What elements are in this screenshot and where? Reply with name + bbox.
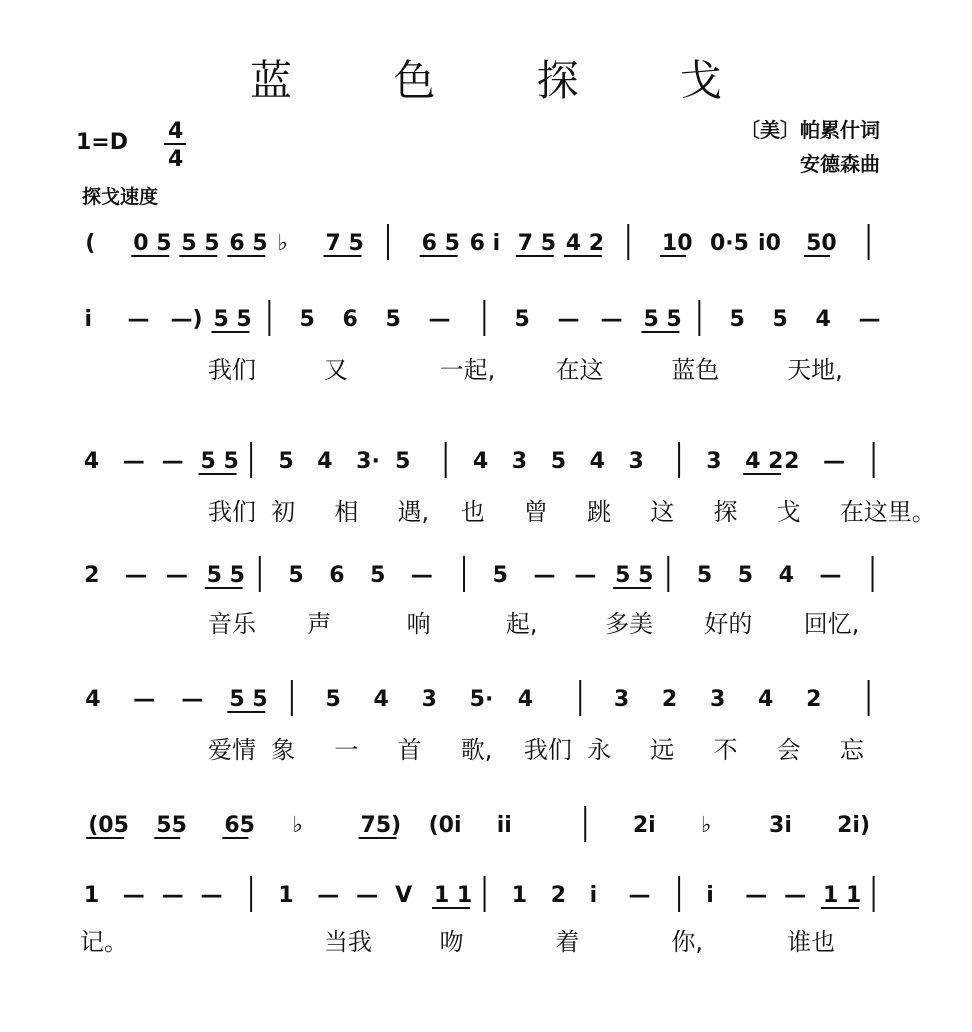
note: 5 — [514, 307, 530, 332]
note: i — [706, 883, 714, 908]
note: 7 5 — [517, 231, 557, 256]
note: 6 5 — [421, 231, 460, 256]
composer-credit: 安德森曲 — [800, 152, 880, 176]
note: 4 — [815, 307, 831, 332]
dash-note: — — [317, 883, 340, 908]
note: 5 — [737, 563, 754, 588]
dash-note: — — [858, 307, 881, 332]
note: 5· — [469, 687, 494, 712]
dash-note: — — [127, 307, 150, 332]
note: V — [395, 883, 413, 908]
lyric-word: 象 — [271, 736, 296, 764]
dash-note: — — [823, 449, 846, 474]
lyric-word: 爱情 — [208, 736, 256, 764]
note: 4 — [317, 449, 333, 474]
note: 6 — [342, 307, 358, 332]
note: 1 1 — [433, 883, 473, 908]
note: 5 — [325, 687, 341, 712]
note: i — [589, 883, 598, 908]
tempo-marking: 探戈速度 — [82, 186, 159, 208]
note: 4 — [589, 449, 605, 474]
lyric-word: 当我 — [323, 928, 372, 956]
lyric-word: 多美 — [605, 610, 654, 638]
dash-note: — — [784, 883, 807, 908]
note: 1 — [278, 883, 294, 908]
note: 5 — [696, 563, 713, 588]
note: i0 — [758, 231, 781, 256]
lyric-word: 着 — [555, 928, 580, 956]
note: 6 — [329, 563, 345, 588]
lyric-word: 吻 — [439, 928, 464, 956]
lyric-word: 在这里。 — [839, 498, 936, 526]
note: 3 — [706, 449, 722, 474]
lyric-word: 一 — [334, 736, 359, 764]
lyric-word: 起, — [505, 610, 538, 638]
note: 5 — [729, 307, 745, 332]
dash-note: — — [161, 883, 184, 908]
lyric-word: 初 — [271, 498, 296, 526]
note: 2 — [806, 687, 822, 712]
note: 3 — [628, 449, 644, 474]
dash-note: — — [557, 307, 580, 332]
note: 5 — [772, 307, 788, 332]
note: 4 — [758, 687, 774, 712]
note: 5 — [278, 449, 294, 474]
note: 3 — [421, 687, 437, 712]
dash-note: — — [133, 687, 156, 712]
note: ( — [85, 231, 96, 256]
dash-note: — — [819, 563, 842, 588]
note: 5 — [550, 449, 567, 474]
lyric-word: 戈 — [776, 498, 801, 526]
lyric-word: 好的 — [704, 610, 753, 638]
dash-note: — — [200, 883, 223, 908]
note: 6 i — [469, 231, 501, 256]
note: 1 — [511, 883, 528, 908]
note: 2 — [550, 883, 567, 908]
note: 4 — [778, 563, 794, 588]
lyric-word: 响 — [406, 610, 431, 638]
note: (0i — [428, 813, 462, 838]
note: 0 5 — [133, 231, 172, 256]
lyric-word: 音乐 — [208, 610, 256, 638]
note: 1 1 — [823, 883, 862, 908]
lyric-word: 跳 — [587, 498, 612, 526]
note: 1 — [83, 883, 100, 908]
lyric-word: 蓝色 — [671, 356, 720, 384]
lyricist-credit: 〔美〕帕累什词 — [740, 118, 880, 142]
note: 2 — [661, 687, 678, 712]
note: 5 — [299, 307, 315, 332]
lyric-word: 相 — [334, 498, 359, 526]
note: 4 2 — [745, 449, 784, 474]
dash-note: — — [574, 563, 597, 588]
note: 4 2 — [565, 231, 605, 256]
note: 3· — [356, 449, 380, 474]
note: 50 — [806, 231, 837, 256]
note: 2 — [784, 449, 800, 474]
lyric-word: 你, — [671, 928, 703, 956]
flat-sign: ♭ — [277, 231, 288, 256]
note: 5 5 — [200, 449, 239, 474]
note: 5 5 — [213, 307, 252, 332]
note: 5 5 — [615, 563, 654, 588]
note: 5 — [492, 563, 508, 588]
lyric-word: 首 — [397, 736, 422, 764]
note: 5 5 — [206, 563, 245, 588]
lyric-word: 不 — [713, 736, 738, 764]
dash-note: — — [745, 883, 768, 908]
lyric-word: 会 — [776, 736, 801, 764]
note: 6 5 — [229, 231, 268, 256]
note: 5 — [370, 563, 386, 588]
lyric-word: 我们 — [208, 498, 256, 526]
note: 2i) — [837, 813, 871, 838]
note: 5 5 — [643, 307, 682, 332]
note: —) — [170, 307, 203, 332]
lyric-word: 在这 — [555, 356, 604, 384]
lyric-word: 记。 — [80, 928, 128, 956]
note: 2 — [84, 563, 100, 588]
lyric-word: 回忆, — [803, 610, 860, 638]
lyric-word: 天地, — [787, 356, 843, 384]
note: 65 — [224, 813, 256, 838]
note: 5 — [395, 449, 411, 474]
note: 3 — [709, 687, 726, 712]
dash-note: — — [161, 449, 184, 474]
note: 4 — [472, 449, 489, 474]
note: 5 — [385, 307, 401, 332]
note: 3 — [511, 449, 528, 474]
lyric-word: 我们 — [208, 356, 256, 384]
note: ii — [496, 813, 512, 838]
dash-note: — — [410, 563, 433, 588]
dash-note: — — [356, 883, 379, 908]
note: 3 — [613, 687, 630, 712]
lyric-word: 遇, — [397, 498, 430, 526]
lyric-word: 曾 — [523, 498, 548, 526]
lyric-word: 谁也 — [787, 928, 836, 956]
flat-sign: ♭ — [700, 813, 712, 838]
note: 5 5 — [181, 231, 220, 256]
note: (05 — [88, 813, 129, 838]
time-signature-bottom: 4 — [168, 147, 184, 172]
lyric-word: 忘 — [839, 736, 864, 764]
dash-note: — — [533, 563, 556, 588]
note: 55 — [156, 813, 187, 838]
note: i — [84, 307, 92, 332]
note: 2i — [632, 813, 656, 838]
lyric-word: 我们 — [523, 736, 572, 764]
song-title: 蓝 色 探 戈 — [249, 56, 767, 105]
lyric-word: 歌, — [460, 736, 493, 764]
dash-note: — — [428, 307, 451, 332]
note: 4 — [85, 687, 101, 712]
dash-note: — — [600, 307, 623, 332]
dash-note: — — [122, 883, 145, 908]
lyric-word: 远 — [650, 736, 675, 764]
lyric-word: 这 — [650, 498, 675, 526]
note: 5 5 — [229, 687, 268, 712]
note: 7 5 — [325, 231, 364, 256]
note: 4 — [517, 687, 534, 712]
dash-note: — — [165, 563, 188, 588]
time-signature-top: 4 — [168, 119, 184, 144]
dash-note: — — [122, 449, 145, 474]
note: 75) — [360, 813, 402, 838]
note: 4 — [373, 687, 389, 712]
key-signature: 1=D — [76, 130, 129, 155]
flat-sign: ♭ — [292, 813, 303, 838]
dash-note: — — [628, 883, 651, 908]
note: 10 — [661, 231, 693, 256]
note: 3i — [769, 813, 792, 838]
dash-note: — — [181, 687, 204, 712]
lyric-word: 又 — [323, 356, 348, 384]
lyric-word: 一起, — [439, 356, 496, 384]
lyric-word: 永 — [587, 736, 612, 764]
lyric-word: 声 — [307, 610, 332, 638]
lyric-word: 也 — [460, 498, 485, 526]
note: 0·5 — [709, 231, 749, 256]
note: 5 — [288, 563, 304, 588]
dash-note: — — [124, 563, 147, 588]
lyric-word: 探 — [713, 498, 738, 526]
note: 4 — [83, 449, 100, 474]
